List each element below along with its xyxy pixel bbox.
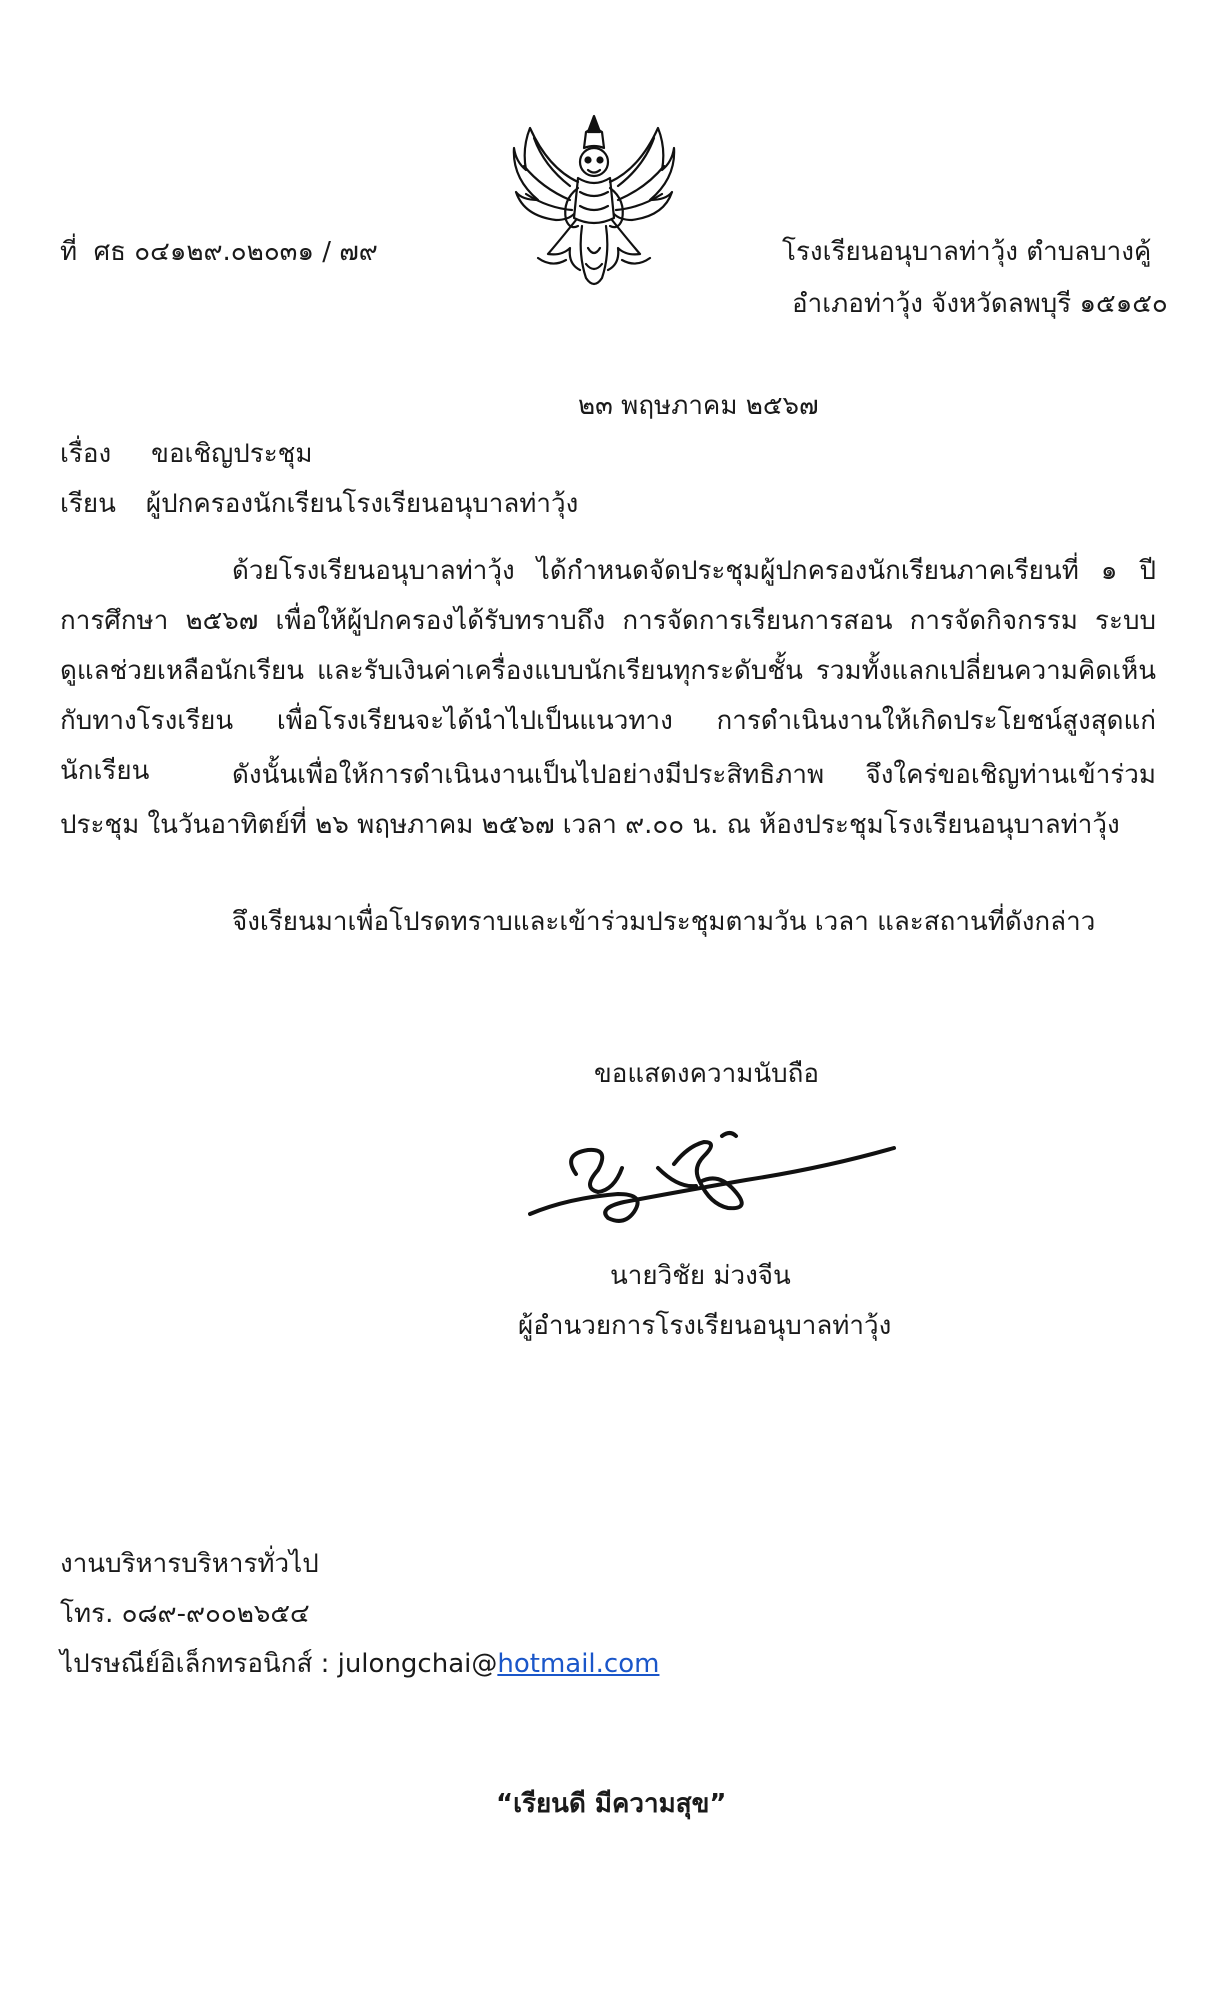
signatory-position: ผู้อำนวยการโรงเรียนอนุบาลท่าวุ้ง: [518, 1311, 892, 1341]
phone-number: โทร. ๐๘๙-๙๐๐๒๖๕๔: [60, 1599, 310, 1629]
subject-line: [60, 438, 312, 472]
signatory-name: นายวิชัย ม่วงจีน: [610, 1261, 791, 1291]
garuda-emblem-icon: [508, 108, 680, 294]
department: งานบริหารบริหารทั่วไป: [60, 1549, 319, 1579]
recipient-line: [60, 488, 578, 522]
reference-label: ที่: [60, 237, 78, 267]
address-line-2: อำเภอท่าวุ้ง จังหวัดลพบุรี ๑๕๑๕๐: [792, 289, 1168, 319]
subject-value: ขอเชิญประชุม: [151, 439, 313, 469]
reference-number: ศธ ๐๔๑๒๙.๐๒๐๓๑ / ๗๙: [93, 237, 378, 267]
address-line-1: โรงเรียนอนุบาลท่าวุ้ง ตำบลบางคู้: [782, 237, 1152, 267]
email-link[interactable]: hotmail.com: [497, 1649, 660, 1679]
recipient-label: เรียน: [60, 489, 116, 519]
body-paragraph-1: ด้วยโรงเรียนอนุบาลท่าวุ้ง ได้กำหนดจัดประชุมผู้ปกครองนักเรียนภาคเรียนที่ ๑ ปีการศึกษา ๒๕๖๗ เพื่อให้ผู้ปกครองได้รับทราบถึง การจัดการเรียนการสอน การจัดกิจกรรม ระบบดูแลช่วยเหลือนักเรียน และรับเงินค่าเครื่องแบบนักเรียนทุกระดับชั้น รวมทั้งแลกเปลี่ยนความคิดเห็นกับทางโรงเรียน เพื่อโรงเรียนจะได้นำไปเป็นแนวทาง การดำเนินงานให้เกิดประโยชน์สูงสุดแก่นักเรียน: [60, 556, 1156, 786]
closing-request: จึงเรียนมาเพื่อโปรดทราบและเข้าร่วมประชุมตามวัน เวลา และสถานที่ดังกล่าว: [232, 907, 1096, 937]
school-motto: “เรียนดี มีความสุข”: [496, 1789, 727, 1819]
subject-label: เรื่อง: [60, 439, 112, 469]
email-line: [60, 1648, 659, 1682]
reference-line: [60, 236, 378, 270]
email-label: ไปรษณีย์อิเล็กทรอนิกส์ : julongchai@: [60, 1649, 498, 1679]
recipient-value: ผู้ปกครองนักเรียนโรงเรียนอนุบาลท่าวุ้ง: [145, 489, 579, 519]
letter-date: ๒๓ พฤษภาคม ๒๕๖๗: [578, 391, 819, 421]
body-paragraph-2: ดังนั้นเพื่อให้การดำเนินงานเป็นไปอย่างมีประสิทธิภาพ จึงใคร่ขอเชิญท่านเข้าร่วมประชุม ในวันอาทิตย์ที่ ๒๖ พฤษภาคม ๒๕๖๗ เวลา ๙.๐๐ น. ณ ห้องประชุมโรงเรียนอนุบาลท่าวุ้ง: [60, 760, 1156, 840]
salutation: ขอแสดงความนับถือ: [594, 1059, 819, 1089]
handwritten-signature-icon: [528, 1128, 898, 1240]
